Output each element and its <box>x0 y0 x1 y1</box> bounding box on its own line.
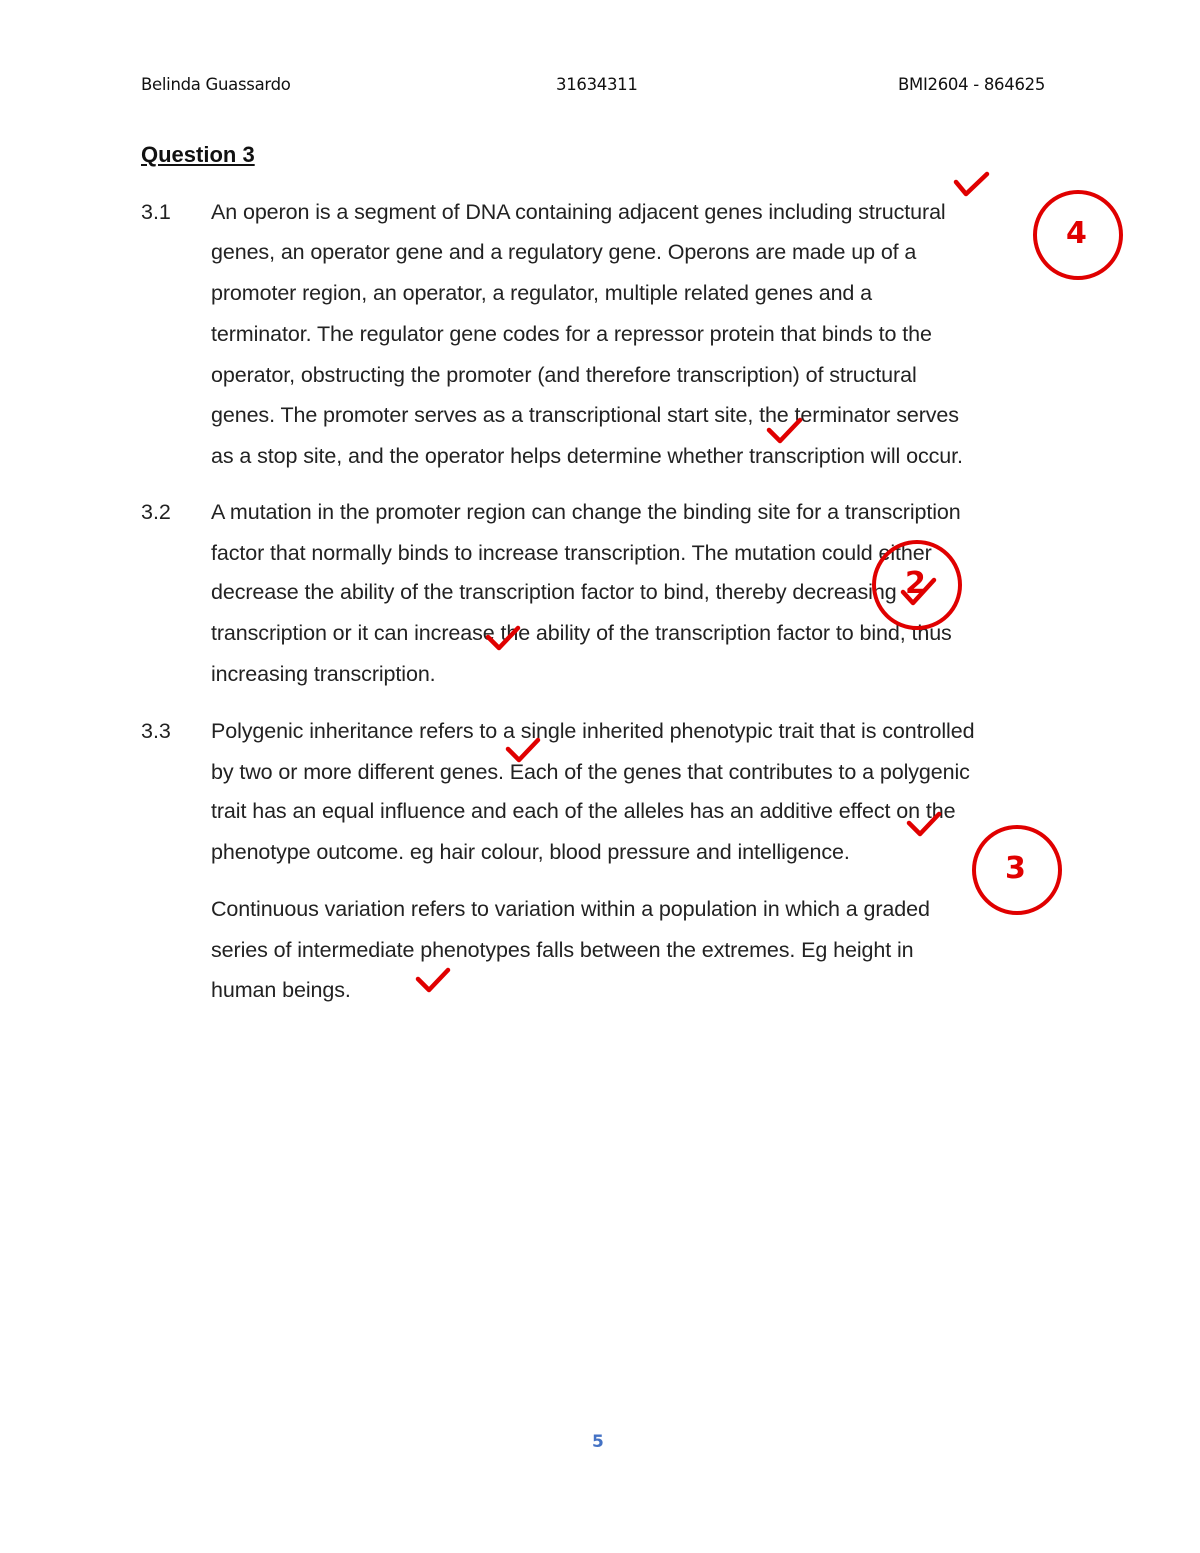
answer-line: as a stop site, and the operator helps determine whether transcription will occur. <box>211 444 963 468</box>
answer-line: genes. The promoter serves as a transcriptional start site, the terminator serves <box>211 403 959 427</box>
answer-line: terminator. The regulator gene codes for a repressor protein that binds to the <box>211 322 932 346</box>
header-student-number: 31634311 <box>556 75 638 94</box>
answer-line: genes, an operator gene and a regulatory gene. Operons are made up of a <box>211 240 917 264</box>
answer-line: promoter region, an operator, a regulator, multiple related genes and a <box>211 281 873 305</box>
header-student-name: Belinda Guassardo <box>141 75 291 94</box>
answer-line: series of intermediate phenotypes falls between the extremes. Eg height in <box>211 938 914 962</box>
page-number: 5 <box>592 1432 604 1452</box>
answer-line: phenotype outcome. eg hair colour, blood pressure and intelligence. <box>211 840 850 864</box>
answer-line: An operon is a segment of DNA containing adjacent genes including structural <box>211 200 946 224</box>
header-course-code: BMI2604 - 864625 <box>898 75 1046 94</box>
answer-line: transcription or it can increase the ability of the transcription factor to bind, thus <box>211 621 952 645</box>
score-3-1: 4 <box>1066 216 1087 251</box>
answer-line: operator, obstructing the promoter (and therefore transcription) of structural <box>211 363 917 387</box>
answer-line: Continuous variation refers to variation within a population in which a graded <box>211 897 930 921</box>
question-title: Question 3 <box>141 142 255 167</box>
score-3-2: 2 <box>905 566 926 601</box>
checkmark-icon <box>418 970 448 990</box>
answer-number: 3.3 <box>141 719 171 743</box>
answer-line: decrease the ability of the transcription factor to bind, thereby decreasing <box>211 580 897 604</box>
answer-number: 3.2 <box>141 500 171 524</box>
checkmark-icon <box>956 174 987 194</box>
answer-line: A mutation in the promoter region can change the binding site for a transcription <box>211 500 961 524</box>
answer-line: trait has an equal influence and each of the alleles has an additive effect on the <box>211 799 956 823</box>
answer-line: increasing transcription. <box>211 662 436 686</box>
answer-line: human beings. <box>211 978 351 1002</box>
score-3-3: 3 <box>1005 851 1026 886</box>
answer-line: by two or more different genes. Each of the genes that contributes to a polygenic <box>211 760 970 784</box>
answer-line: factor that normally binds to increase transcription. The mutation could either <box>211 541 932 565</box>
answer-number: 3.1 <box>141 200 171 224</box>
answer-line: Polygenic inheritance refers to a single inherited phenotypic trait that is controlled <box>211 719 975 743</box>
